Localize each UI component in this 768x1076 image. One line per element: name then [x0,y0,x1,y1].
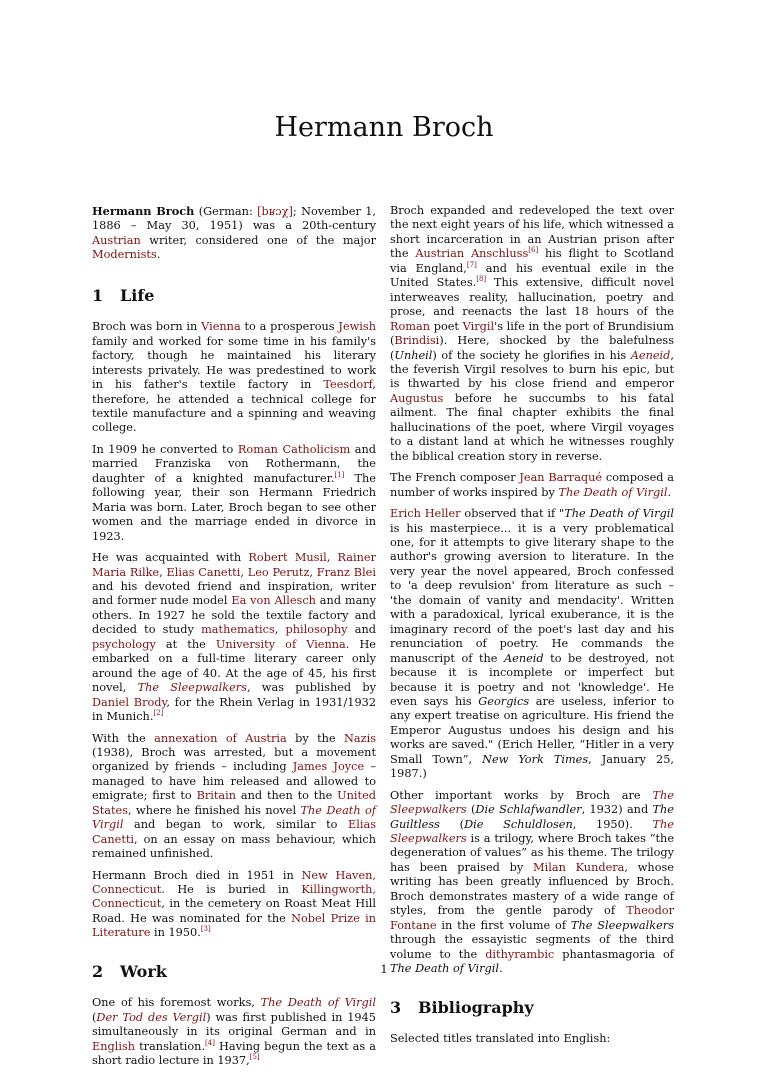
link-robert-musil[interactable]: Robert Musil [248,551,327,565]
link-teesdorf[interactable]: Teesdorf [323,378,373,392]
section-heading-bibliography: 3 Bibliography [390,997,534,1017]
ref-5[interactable]: [5] [249,1053,260,1062]
ref-8[interactable]: [8] [476,275,487,284]
link-university-of-vienna[interactable]: University of Vienna [215,637,346,651]
link-theodor-fontane[interactable]: Theodor Fontane [390,904,674,932]
link-austrian[interactable]: Austrian [92,233,141,247]
link-austrian-anschluss[interactable]: Austrian Anschluss [415,247,529,261]
link-dithyrambic[interactable]: dithyrambic [485,947,555,961]
link-the-sleepwalkers-2[interactable]: The Sleepwalkers [390,788,674,817]
link-killingworth[interactable]: Killingworth, Connecticut [92,883,376,911]
link-britain[interactable]: Britain [196,789,237,803]
life-paragraph-4: With the annexation of Austria by the Nazis (1938), Broch was arrested, but a movement organized by friends – including James Joyce – managed to have him released and allowed to emigrate; first to Britain and then to the United States, where he finished his novel The Death of Virgil and began to work, similar to Elias Canetti, on an essay on mass behaviour, which remained unfinished. [92,731,376,861]
ref-3[interactable]: [3] [200,925,211,934]
link-rilke[interactable]: Rainer Maria Rilke [92,551,376,579]
link-milan-kundera[interactable]: Milan Kundera [533,860,625,874]
subject-name: Hermann Broch [92,204,195,218]
life-paragraph-2: In 1909 he converted to Roman Catholicism and married Franziska von Rothermann, the daughter of a knighted manufacturer.[1] The following year, their son Hermann Friedrich Maria was born. Later, Broch began to see other women and the marriage ended in divorce in 1923. [92,442,376,543]
section-heading-life: 1 Life [92,285,155,305]
link-roman-catholicism[interactable]: Roman Catholicism [237,442,351,456]
link-franz-blei[interactable]: Franz Blei [316,565,376,579]
link-elias-canetti-2[interactable]: Elias Canetti [92,818,376,846]
ref-1[interactable]: [1] [334,471,345,480]
link-elias-canetti[interactable]: Elias Canetti [166,565,241,579]
link-the-death-of-virgil[interactable]: The Death of Virgil [92,803,376,832]
link-jewish[interactable]: Jewish [338,320,376,334]
link-der-tod-des-vergil[interactable]: Der Tod des Vergil [96,1010,207,1024]
link-roman[interactable]: Roman [390,319,431,333]
right-column [390,204,674,1053]
link-the-sleepwalkers-3[interactable]: The Sleepwalkers [390,817,674,846]
link-daniel-brody[interactable]: Daniel Brody [92,695,167,709]
link-psychology[interactable]: psychology [92,637,156,651]
link-the-death-of-virgil-3[interactable]: The Death of Virgil [558,485,668,499]
ref-2[interactable]: [2] [153,709,164,718]
ref-7[interactable]: [7] [466,261,477,270]
link-vienna[interactable]: Vienna [201,320,241,334]
section-heading-work: 2 Work [92,961,167,981]
link-mathematics[interactable]: mathematics [201,623,275,637]
work-paragraph-2: The French composer Jean Barraqué composed a number of works inspired by The Death of Virgil. [390,471,674,499]
link-aeneid[interactable]: Aeneid [630,348,671,362]
link-annexation-of-austria[interactable]: annexation of Austria [154,731,287,745]
link-erich-heller[interactable]: Erich Heller [390,507,461,521]
bibliography-intro: Selected titles translated into English: [390,1032,611,1046]
link-virgil[interactable]: Virgil [462,319,495,333]
ref-6[interactable]: [6] [528,246,539,255]
page-number: 1 [380,962,388,976]
link-jean-barraque[interactable]: Jean Barraqué [519,471,603,485]
link-united-states[interactable]: United States [92,789,376,817]
link-the-sleepwalkers[interactable]: The Sleepwalkers [137,681,247,695]
link-english[interactable]: English [92,1039,136,1053]
left-column [92,204,376,1076]
link-brindisi[interactable]: Brindisi [394,334,440,348]
link-the-death-of-virgil-2[interactable]: The Death of Virgil [260,996,376,1010]
intro-paragraph: Hermann Broch (German: [bʁɔχ]; November 1, 1886 – May 30, 1951) was a 20th-century Austrian writer, considered one of the major Modernists. [92,204,376,262]
link-ea-von-allesch[interactable]: Ea von Allesch [231,594,316,608]
life-paragraph-1: Broch was born in Vienna to a prosperous Jewish family and worked for some time in his family's factory, though he maintained his literary interests privately. He was predestined to work in his father's textile factory in Teesdorf, therefore, he attended a technical college for textile manufacture and a spinning and weaving college. [92,320,376,435]
link-augustus[interactable]: Augustus [390,391,444,405]
life-paragraph-5: Hermann Broch died in 1951 in New Haven, Connecticut. He is buried in Killingworth, Connecticut, in the cemetery on Roast Meat Hill Road. He was nominated for the Nobel Prize in Literature in 1950.[3] [92,868,377,940]
ref-4[interactable]: [4] [205,1038,215,1047]
page-title: Hermann Broch [274,112,494,143]
work-paragraph-3: Erich Heller observed that if "The Death of Virgil is his masterpiece... it is a very problematical one, for it attempts to give literary shape to the author's growing aversion to literature. In the very year the novel appeared, Broch confessed to 'a deep revulsion' from literature as such – 'the domain of vanity and mendacity'. Written with a paradoxical, lyrical exuberance, it is the imaginary record of the poet's last day and his renunciation of poetry. He commands the manuscript of the Aeneid to be destroyed, not because it is incomplete or imperfect but because it is poetry and not 'knowledge'. He even says his Georgics are useless, inferior to any expert treatise on agriculture. His friend the Emperor Augustus undoes his design and his works are saved." (Erich Heller, “Hitler in a very Small Town”, New York Times, January 25, 1987.) [390,507,674,781]
link-nobel-prize[interactable]: Nobel Prize in Literature [92,911,377,940]
link-modernists[interactable]: Modernists [92,248,157,262]
link-new-haven[interactable]: New Haven, Connecticut [92,868,376,897]
work-paragraph-1: One of his foremost works, The Death of Virgil (Der Tod des Vergil) was first published in 1945 simultaneously in its original German and in English translation.[4] Having begun the text as a short radio lecture in 1937,[5] [92,996,376,1068]
link-philosophy[interactable]: philosophy [285,623,348,637]
pronunciation-link[interactable]: [bʁɔχ] [257,205,293,218]
work-paragraph-4: Other important works by Broch are The Sleepwalkers (Die Schlafwandler, 1932) and The Guiltless (Die Schuldlosen, 1950). The Sleepwalkers is a trilogy, where Broch takes “the degeneration of values” as his theme. The trilogy has been praised by Milan Kundera, whose writing has been greatly influenced by Broch. Broch demonstrates mastery of a wide range of styles, from the gentle parody of Theodor Fontane in the first volume of The Sleepwalkers through the essayistic segments of the third volume to the dithyrambic phantasmagoria of The Death of Virgil. [390,788,674,976]
link-leo-perutz[interactable]: Leo Perutz [247,565,310,579]
link-james-joyce[interactable]: James Joyce [292,760,365,774]
life-paragraph-3: He was acquainted with Robert Musil, Rainer Maria Rilke, Elias Canetti, Leo Perutz, Franz Blei and his devoted friend and inspiration, writer and former nude model Ea von Allesch and many others. In 1927 he sold the textile factory and decided to study mathematics, philosophy and psychology at the University of Vienna. He embarked on a full-time literary career only around the age of 40. At the age of 45, his first novel, The Sleepwalkers, was published by Daniel Brody, for the Rhein Verlag in 1931/1932 in Munich.[2] [92,551,377,724]
link-nazis[interactable]: Nazis [344,731,376,745]
work-paragraph-1-continued: Broch expanded and redeveloped the text over the next eight years of his life, which witnessed a short incarceration in an Austrian prison after the Austrian Anschluss[6] his flight to Scotland via England,[7] and his eventual exile in the United States.[8] This extensive, difficult novel interweaves reality, hallucination, poetry and prose, and reenacts the last 18 hours of the Roman poet Virgil's life in the port of Brundisium (Brindisi). Here, shocked by the balefulness (Unheil) of the society he glorifies in his Aeneid, the feverish Virgil resolves to burn his epic, but is thwarted by his close friend and emperor Augustus before he succumbs to his fatal ailment. The final chapter exhibits the final hallucinations of the poet, where Virgil voyages to a distant land at which he witnesses roughly the biblical creation story in reverse. [390,204,674,463]
